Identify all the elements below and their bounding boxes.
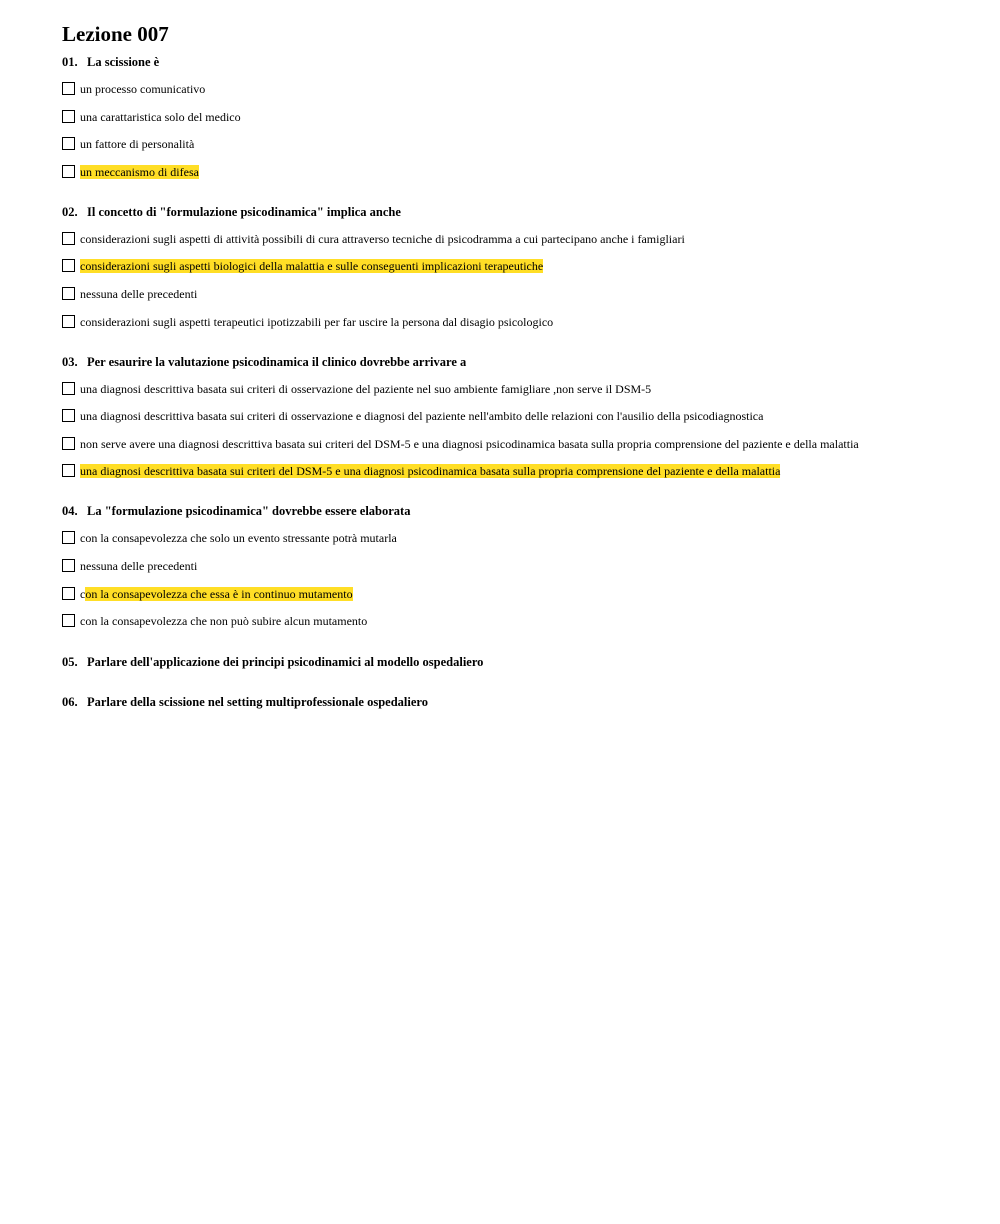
question-list bbox=[62, 54, 962, 710]
answer-text-highlighted: una diagnosi descrittiva basata sui criteri del DSM-5 e una diagnosi psicodinamica basata sulla propria comprensione del paziente e della malattia bbox=[80, 464, 781, 479]
answer-checkbox[interactable] bbox=[62, 165, 75, 178]
answer-option[interactable] bbox=[62, 81, 962, 97]
answer-option[interactable] bbox=[62, 231, 962, 247]
document-page bbox=[62, 20, 962, 710]
question-heading bbox=[62, 654, 962, 670]
answer-option[interactable] bbox=[62, 136, 962, 152]
answer-checkbox[interactable] bbox=[62, 531, 75, 544]
question-heading bbox=[62, 354, 962, 370]
answer-text: c bbox=[80, 586, 86, 601]
answer-option[interactable] bbox=[62, 258, 962, 274]
answer-checkbox[interactable] bbox=[62, 614, 75, 627]
answer-option[interactable] bbox=[62, 436, 962, 452]
answer-text: nessuna delle precedenti bbox=[80, 558, 198, 573]
answer-option[interactable] bbox=[62, 381, 962, 397]
answer-checkbox[interactable] bbox=[62, 232, 75, 245]
answer-text: con la consapevolezza che non può subire alcun mutamento bbox=[80, 614, 368, 629]
answer-text: con la consapevolezza che solo un evento stressante potrà mutarla bbox=[80, 531, 397, 546]
answer-text-highlighted: un meccanismo di difesa bbox=[80, 164, 199, 179]
question-number: 02. bbox=[62, 204, 78, 219]
answer-checkbox[interactable] bbox=[62, 382, 75, 395]
answer-option[interactable] bbox=[62, 408, 962, 424]
answer-checkbox[interactable] bbox=[62, 464, 75, 477]
question-text: Il concetto di "formulazione psicodinamica" implica anche bbox=[87, 204, 401, 219]
question-text: La "formulazione psicodinamica" dovrebbe essere elaborata bbox=[87, 504, 411, 519]
question-block bbox=[62, 354, 962, 480]
page-title: Lezione 007 bbox=[62, 22, 169, 46]
answer-text: considerazioni sugli aspetti di attività possibili di cura attraverso tecniche di psicodramma a cui partecipano anche i famigliari bbox=[80, 231, 685, 246]
question-heading bbox=[62, 54, 962, 70]
answer-checkbox[interactable] bbox=[62, 315, 75, 328]
answer-text: una carattaristica solo del medico bbox=[80, 109, 241, 124]
question-text: Per esaurire la valutazione psicodinamica il clinico dovrebbe arrivare a bbox=[87, 354, 467, 369]
answer-text: considerazioni sugli aspetti terapeutici ipotizzabili per far uscire la persona dal disagio psicologico bbox=[80, 314, 554, 329]
answer-checkbox[interactable] bbox=[62, 259, 75, 272]
question-text: Parlare della scissione nel setting multiprofessionale ospedaliero bbox=[87, 695, 428, 710]
answer-checkbox[interactable] bbox=[62, 110, 75, 123]
answer-text: nessuna delle precedenti bbox=[80, 286, 198, 301]
answer-text: una diagnosi descrittiva basata sui criteri di osservazione e diagnosi del paziente nell'ambito delle relazioni con l'ausilio della psicodiagnostica bbox=[80, 409, 764, 424]
question-heading bbox=[62, 204, 962, 220]
answer-option[interactable] bbox=[62, 558, 962, 574]
question-number: 05. bbox=[62, 655, 78, 670]
answer-option[interactable] bbox=[62, 530, 962, 546]
answer-text: una diagnosi descrittiva basata sui criteri di osservazione del paziente nel suo ambiente famigliare ,non serve il DSM-5 bbox=[80, 381, 652, 396]
answer-text: un fattore di personalità bbox=[80, 137, 195, 152]
question-text: Parlare dell'applicazione dei principi psicodinamici al modello ospedaliero bbox=[87, 655, 484, 670]
answer-option[interactable] bbox=[62, 286, 962, 302]
question-number: 04. bbox=[62, 504, 78, 519]
answer-checkbox[interactable] bbox=[62, 409, 75, 422]
answer-text: un processo comunicativo bbox=[80, 82, 206, 96]
question-block bbox=[62, 694, 962, 710]
answer-checkbox[interactable] bbox=[62, 587, 75, 600]
answer-checkbox[interactable] bbox=[62, 82, 75, 95]
answer-option[interactable] bbox=[62, 314, 962, 330]
answer-checkbox[interactable] bbox=[62, 137, 75, 150]
question-text: La scissione è bbox=[87, 55, 160, 69]
question-block bbox=[62, 503, 962, 629]
answer-option[interactable] bbox=[62, 164, 962, 180]
answer-checkbox[interactable] bbox=[62, 559, 75, 572]
answer-option[interactable] bbox=[62, 109, 962, 125]
answer-text: non serve avere una diagnosi descrittiva basata sui criteri del DSM-5 e una diagnosi psicodinamica basata sulla propria comprensione del paziente e della malattia bbox=[80, 436, 859, 451]
answer-option[interactable] bbox=[62, 463, 962, 479]
question-block bbox=[62, 654, 962, 670]
question-block bbox=[62, 204, 962, 330]
question-number: 03. bbox=[62, 354, 78, 369]
answer-checkbox[interactable] bbox=[62, 437, 75, 450]
question-block bbox=[62, 54, 962, 180]
question-heading bbox=[62, 503, 962, 519]
answer-text-highlighted: on la consapevolezza che essa è in continuo mutamento bbox=[85, 586, 353, 601]
question-heading bbox=[62, 694, 962, 710]
answer-checkbox[interactable] bbox=[62, 287, 75, 300]
question-number: 06. bbox=[62, 695, 78, 710]
question-number: 01. bbox=[62, 55, 78, 69]
answer-option[interactable] bbox=[62, 586, 962, 602]
answer-text-highlighted: considerazioni sugli aspetti biologici della malattia e sulle conseguenti implicazioni terapeutiche bbox=[80, 259, 544, 274]
answer-option[interactable] bbox=[62, 613, 962, 629]
